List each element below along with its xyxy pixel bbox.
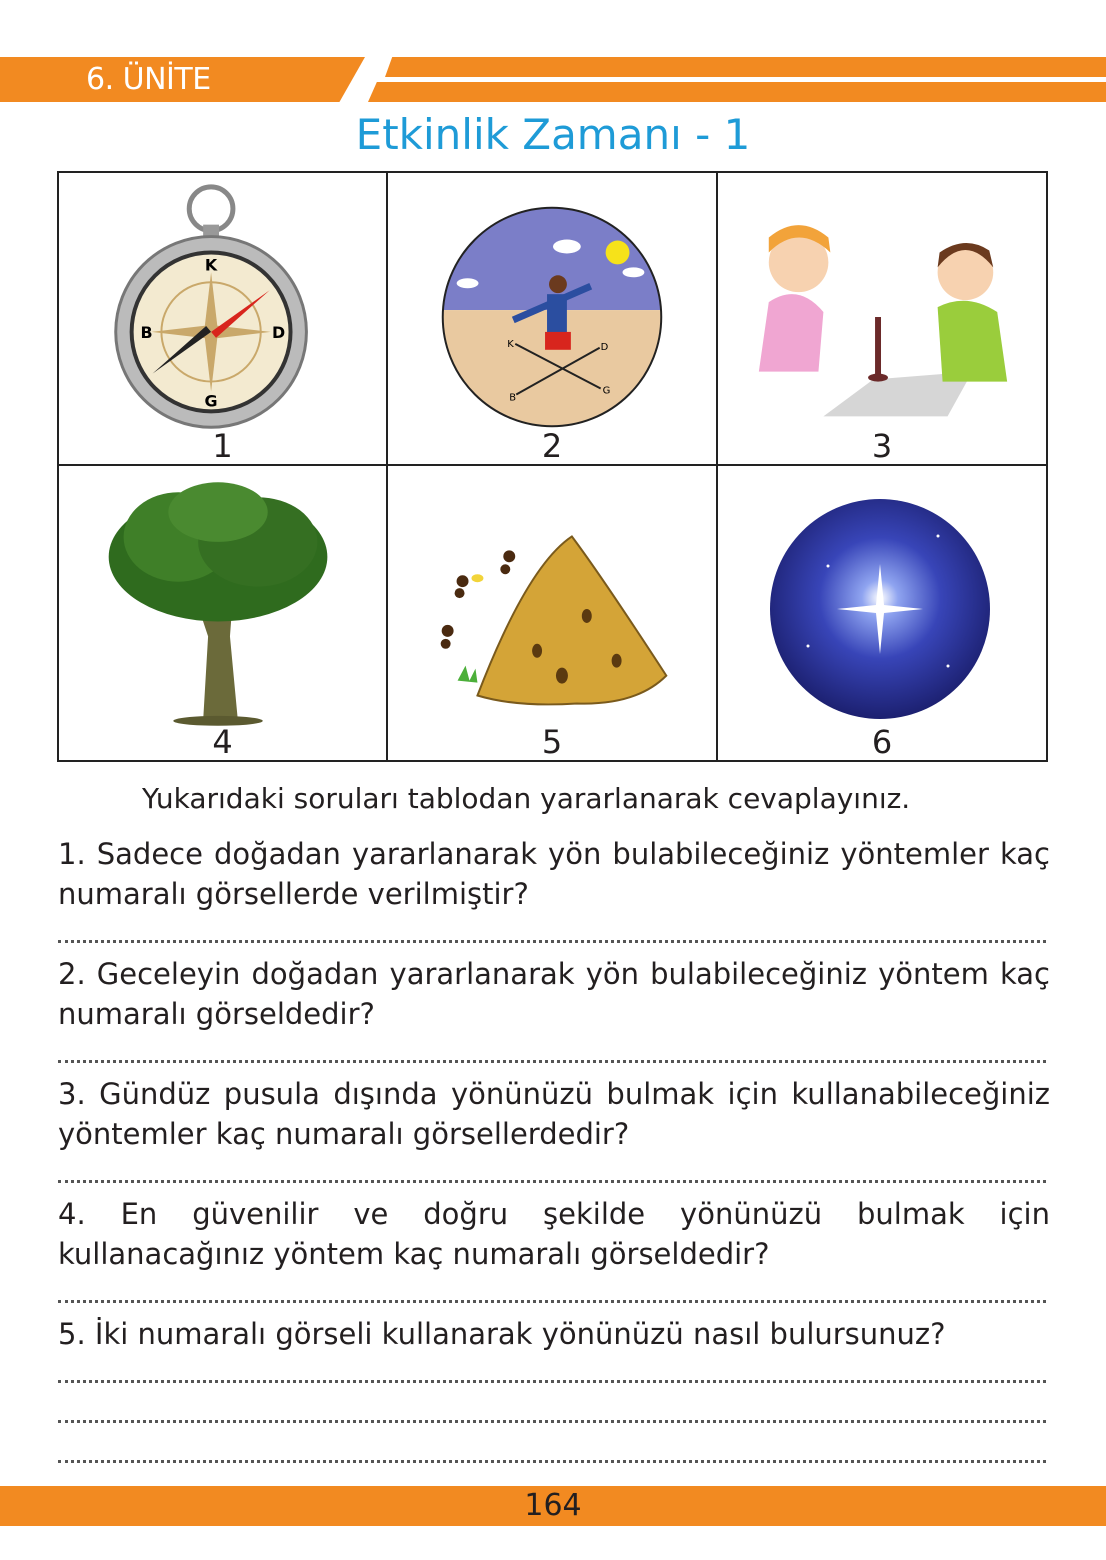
tree-illustration: [59, 466, 386, 760]
image-number: 1: [212, 427, 233, 465]
north-star-illustration: [718, 466, 1046, 760]
answer-line-4[interactable]: [58, 1300, 1046, 1303]
unit-label: 6. ÜNİTE: [86, 62, 211, 97]
svg-text:D: D: [600, 341, 609, 353]
question-1: 1. Sadece doğadan yararlanarak yön bulabileceğiniz yöntemler kaç numaralı görsellerde verilmiştir?: [58, 837, 1050, 911]
girl-directions-illustration: [388, 173, 716, 464]
answer-line-5a[interactable]: [58, 1380, 1046, 1383]
anthill-illustration: [388, 466, 716, 760]
svg-text:D: D: [272, 322, 286, 342]
image-cell-compass: [59, 173, 388, 466]
image-number: 5: [541, 723, 563, 761]
svg-text:B: B: [140, 322, 153, 342]
header-stripe: [368, 82, 1106, 102]
children-shadow-stick-illustration: [718, 173, 1046, 464]
image-cell-girl-directions: [388, 173, 718, 466]
header-stripe: [385, 57, 1106, 77]
image-cell-shadow-stick: [718, 173, 1046, 466]
image-number: 6: [871, 723, 893, 761]
question-5: 5. İki numaralı görseli kullanarak yönünüzü nasıl bulursunuz?: [58, 1317, 946, 1351]
svg-text:K: K: [204, 255, 218, 275]
question-4: 4. En güvenilir ve doğru şekilde yönünüzü bulmak için kullanacağınız yöntem kaç numaralı görseldedir?: [58, 1197, 1050, 1271]
page-number: 164: [524, 1488, 582, 1523]
image-number: 3: [871, 427, 893, 465]
question-2: 2. Geceleyin doğadan yararlanarak yön bulabileceğiniz yöntem kaç numaralı görseldedir?: [58, 957, 1050, 1031]
svg-text:G: G: [602, 385, 611, 397]
image-table: [57, 171, 1048, 762]
image-cell-anthill: [388, 466, 718, 760]
page-title: Etkinlik Zamanı - 1: [355, 110, 751, 159]
answer-line-3[interactable]: [58, 1180, 1046, 1183]
question-3: 3. Gündüz pusula dışında yönünüzü bulmak için kullanabileceğiniz yöntemler kaç numaralı görsellerdedir?: [58, 1077, 1050, 1151]
image-cell-tree: [59, 466, 388, 760]
answer-line-1[interactable]: [58, 940, 1046, 943]
answer-line-2[interactable]: [58, 1060, 1046, 1063]
instruction-text: Yukarıdaki soruları tablodan yararlanarak cevaplayınız.: [142, 782, 911, 815]
image-number: 2: [541, 427, 563, 465]
image-cell-north-star: [718, 466, 1046, 760]
svg-text:B: B: [509, 392, 517, 404]
answer-line-5c[interactable]: [58, 1460, 1046, 1463]
compass-icon: [59, 173, 386, 464]
answer-line-5b[interactable]: [58, 1420, 1046, 1423]
svg-text:G: G: [204, 391, 218, 411]
svg-text:K: K: [507, 338, 514, 350]
image-number: 4: [212, 723, 233, 761]
